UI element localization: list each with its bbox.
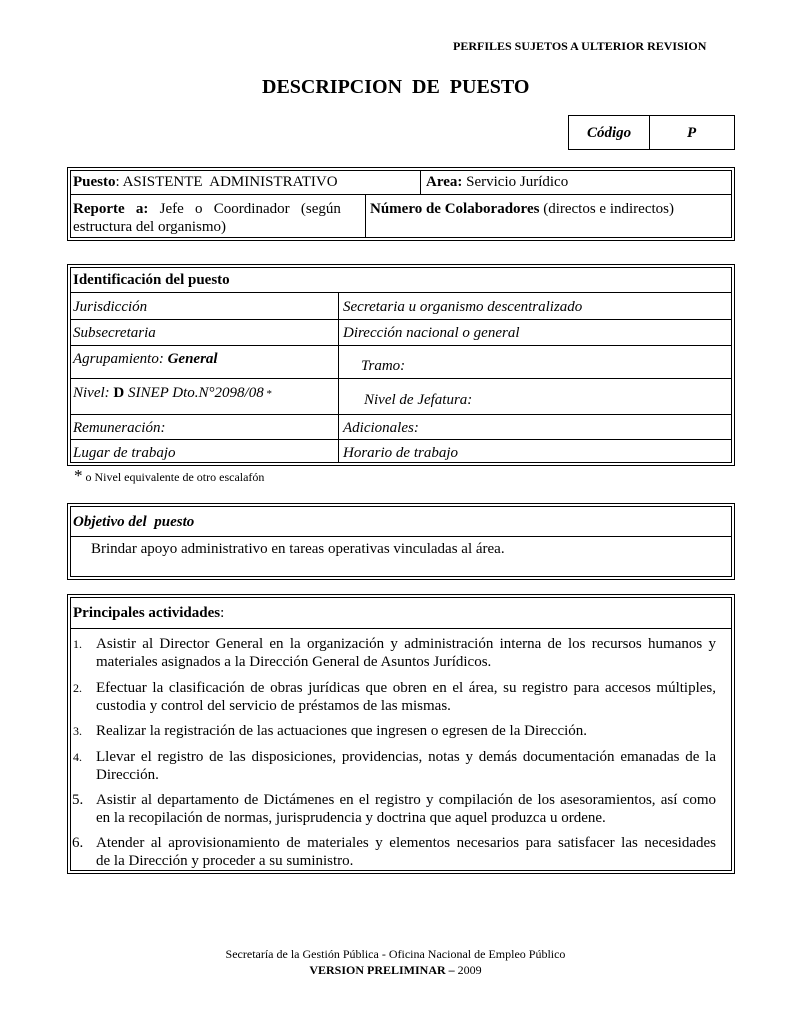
remuneracion-label: Remuneración: <box>73 420 166 436</box>
reporte-label: Reporte a: <box>73 201 149 217</box>
nivel-field <box>73 384 272 403</box>
activity-number: 1. <box>73 637 82 651</box>
activity-number: 5. <box>72 792 84 808</box>
jurisdiccion-label: Jurisdicción <box>73 299 148 315</box>
activity-number: 4. <box>73 750 82 764</box>
objective-heading: Objetivo del puesto <box>73 514 195 530</box>
activity-item <box>96 679 716 715</box>
puesto-label: Puesto <box>73 174 116 190</box>
horario-trabajo-label: Horario de trabajo <box>343 445 459 461</box>
footer-version <box>0 963 791 977</box>
reporte-value-cont: estructura del organismo) <box>73 219 227 235</box>
activity-number: 3. <box>73 724 82 738</box>
colaboradores-field <box>370 200 674 218</box>
lugar-trabajo-label: Lugar de trabajo <box>73 445 176 461</box>
subsecretaria-label: Subsecretaria <box>73 325 156 341</box>
activities-heading-label: Principales actividades <box>73 605 221 621</box>
page-title: DESCRIPCION DE PUESTO <box>262 76 530 98</box>
activity-line: Asistir al Director General en la organización y administración interna de los recursos humanos y <box>96 636 716 652</box>
nivel-value: D <box>113 385 125 401</box>
nivel-footnote-mark: * <box>263 388 272 400</box>
activity-number: 2. <box>73 681 82 695</box>
activity-line: Dirección. <box>96 767 159 783</box>
activity-line: Atender al aprovisionamiento de materiales y elementos necesarios para satisfacer las necesidades <box>96 835 716 851</box>
puesto-value: : ASISTENTE ADMINISTRATIVO <box>115 174 338 190</box>
footer-version-year: 2009 <box>454 963 482 977</box>
area-field <box>426 173 568 191</box>
activity-item <box>96 635 716 671</box>
area-label: Area: <box>426 174 463 190</box>
nivel-jefatura-label: Nivel de Jefatura: <box>364 392 473 408</box>
activity-number: 6. <box>72 835 84 851</box>
agrupamiento-label: Agrupamiento: <box>73 351 168 367</box>
activity-line: custodia y control del servicio de préstamos de las mismas. <box>96 698 451 714</box>
activities-heading <box>73 604 224 622</box>
footnote-text: o Nivel equivalente de otro escalafón <box>82 470 265 484</box>
activity-item <box>96 748 716 784</box>
colaboradores-label: Número de Colaboradores <box>370 201 540 217</box>
puesto-field <box>73 173 338 191</box>
agrupamiento-value: General <box>167 351 218 367</box>
nivel-label: Nivel: <box>73 385 114 401</box>
activity-line: materiales asignados a la Dirección General de Asuntos Jurídicos. <box>96 654 492 670</box>
reporte-field <box>73 200 341 218</box>
footnote-mark: * <box>74 466 83 485</box>
activity-line: Llevar el registro de las disposiciones, providencias, notas y demás documentación emanadas de la <box>96 749 716 765</box>
tramo-label: Tramo: <box>361 358 406 374</box>
adicionales-label: Adicionales: <box>343 420 419 436</box>
revision-notice: PERFILES SUJETOS A ULTERIOR REVISION <box>453 39 707 53</box>
activity-line: en la recopilación de normas, jurisprudencia y doctrina que aquel produzca u ordene. <box>96 810 606 826</box>
agrupamiento-field <box>73 350 218 368</box>
activity-item <box>96 834 716 870</box>
jurisdiccion-value: Secretaria u organismo descentralizado <box>343 299 583 315</box>
code-value: P <box>687 125 697 141</box>
activity-line: Asistir al departamento de Dictámenes en el registro y compilación de los asesoramientos, así como <box>96 792 716 808</box>
activity-item <box>96 791 716 827</box>
identification-heading: Identificación del puesto <box>73 272 230 288</box>
footer-organization: Secretaría de la Gestión Pública - Oficina Nacional de Empleo Público <box>225 947 566 961</box>
activities-heading-colon: : <box>220 605 225 621</box>
footnote <box>74 467 264 486</box>
reporte-value: Jefe o Coordinador (según <box>148 201 341 217</box>
area-value: Servicio Jurídico <box>462 174 569 190</box>
activity-item <box>96 722 716 740</box>
colaboradores-value: (directos e indirectos) <box>539 201 674 217</box>
code-label: Código <box>587 125 632 141</box>
subsecretaria-value: Dirección nacional o general <box>343 325 520 341</box>
activity-line: Realizar la registración de las actuaciones que ingresen o egresen de la Dirección. <box>96 723 588 739</box>
activity-line: Efectuar la clasificación de obras jurídicas que obren en el área, su registro para accesos múltiples, <box>96 680 716 696</box>
objective-text: Brindar apoyo administrativo en tareas operativas vinculadas al área. <box>91 541 505 557</box>
footer-version-label: VERSION PRELIMINAR – <box>309 963 455 977</box>
nivel-decree: SINEP Dto.N°2098/08 <box>124 385 264 401</box>
activity-line: de la Dirección y proceder a su suministro. <box>96 853 354 869</box>
